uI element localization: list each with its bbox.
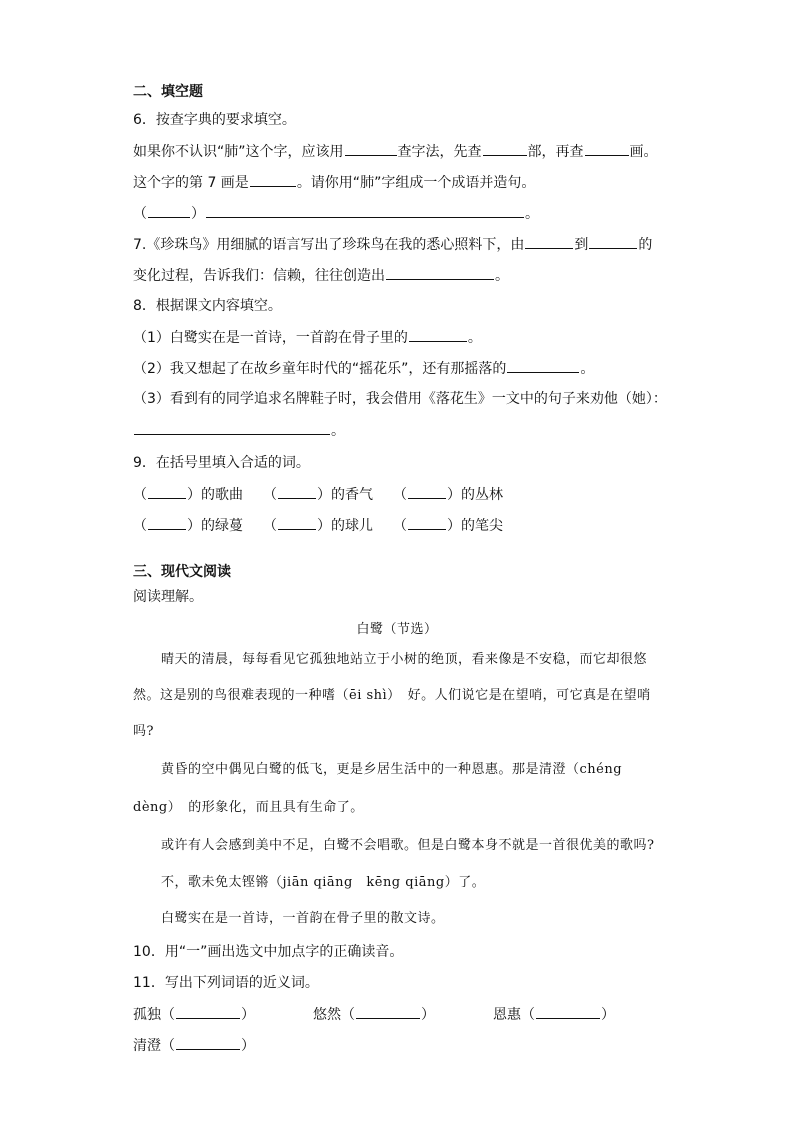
q8-sub-3-answer	[133, 420, 345, 441]
synonym-word: 孤独	[133, 1007, 161, 1023]
q10-stem: 10．用“一”画出选文中加点字的正确读音。	[133, 944, 404, 960]
answer-blank[interactable]	[409, 327, 467, 342]
paren-open: （	[263, 487, 277, 503]
passage-p1-line-2: 然。这是别的鸟很难表现的一种嗜（ēi shì） 好。人们说它是在望哨，可它真是在望哨	[133, 688, 651, 703]
passage-title: 白鹭（节选）	[356, 622, 438, 637]
paren-close: ）	[447, 487, 461, 503]
answer-blank[interactable]	[134, 420, 330, 435]
paren-close: ）	[187, 487, 201, 503]
paren-close: ）	[317, 487, 331, 503]
q8-sub-2	[133, 358, 594, 379]
q9-item	[133, 487, 243, 503]
q6-line-2	[133, 172, 535, 193]
paren-close: ）	[241, 1007, 255, 1023]
q9-item-label: 的歌曲	[201, 487, 243, 503]
paren-open: （	[161, 1038, 175, 1054]
q9-item-label: 的笔尖	[461, 518, 503, 534]
q9-item-label: 的丛林	[461, 487, 503, 503]
section-title-fill: 二、填空题	[133, 84, 203, 100]
paren-close: ）	[191, 206, 205, 222]
q8-text: 。	[331, 423, 345, 439]
synonym-word: 恩惠	[493, 1007, 521, 1023]
answer-blank[interactable]	[278, 484, 316, 499]
sentence-blank[interactable]	[206, 203, 524, 218]
synonym-item	[133, 1038, 255, 1054]
q7-line-2	[133, 265, 509, 286]
answer-blank[interactable]	[536, 1004, 600, 1019]
q6-text: 如果你不认识“肺”这个字，应该用	[133, 144, 344, 160]
paren-close: ）	[317, 518, 331, 534]
q6-text: 。请你用“肺”字组成一个成语并造句。	[296, 175, 536, 191]
q8-stem: 8．根据课文内容填空。	[133, 298, 282, 314]
q8-sub-1	[133, 327, 482, 348]
answer-blank[interactable]	[250, 172, 296, 187]
passage-p2-line-2: dèng） 的形象化，而且具有生命了。	[133, 800, 364, 815]
q7-line-1	[133, 234, 652, 255]
q9-item-label: 的香气	[331, 487, 373, 503]
answer-blank[interactable]	[525, 234, 573, 249]
paren-close: ）	[447, 518, 461, 534]
answer-blank[interactable]	[408, 484, 446, 499]
answer-blank[interactable]	[148, 484, 186, 499]
answer-blank[interactable]	[408, 515, 446, 530]
paren-close: ）	[601, 1007, 615, 1023]
passage-p4: 不，歌未免太铿锵（jiān qiāng kēng qiāng）了。	[161, 875, 486, 890]
answer-blank[interactable]	[148, 515, 186, 530]
passage-p2-line-1: 黄昏的空中偶见白鹭的低飞，更是乡居生活中的一种恩惠。那是清澄（chéng	[161, 762, 623, 777]
paren-open: （	[263, 518, 277, 534]
synonym-item	[493, 1007, 615, 1023]
q8-sub-3: （3）看到有的同学追求名牌鞋子时，我会借用《落花生》一文中的句子来劝他（她）：	[133, 391, 667, 407]
synonym-word: 悠然	[313, 1007, 341, 1023]
q9-item	[263, 518, 373, 534]
q9-item	[393, 518, 503, 534]
synonym-item	[313, 1007, 435, 1023]
paren-open: （	[393, 487, 407, 503]
q8-text: 。	[580, 361, 595, 377]
paren-close: ）	[421, 1007, 435, 1023]
answer-blank[interactable]	[386, 265, 494, 280]
answer-blank[interactable]	[176, 1035, 240, 1050]
paren-open: （	[133, 518, 147, 534]
paren-open: （	[521, 1007, 535, 1023]
answer-blank[interactable]	[345, 141, 397, 156]
q6-line-1	[133, 141, 658, 162]
answer-blank[interactable]	[356, 1004, 420, 1019]
q11-row-2	[133, 1035, 255, 1056]
q6-text: 部，再查	[527, 144, 584, 160]
q7-text: 的	[638, 237, 653, 253]
q8-text: （2）我又想起了在故乡童年时代的“摇花乐”，还有那摇落的	[133, 361, 507, 377]
answer-blank[interactable]	[589, 234, 637, 249]
q9-item-label: 的球儿	[331, 518, 373, 534]
q7-text: 变化过程，告诉我们：信赖，往往创造出	[133, 268, 385, 284]
paren-open: （	[341, 1007, 355, 1023]
answer-blank[interactable]	[483, 141, 527, 156]
q6-text: 。	[525, 206, 539, 222]
answer-blank[interactable]	[507, 358, 579, 373]
paren-open: （	[133, 487, 147, 503]
answer-blank[interactable]	[148, 203, 190, 218]
q8-text: 。	[467, 330, 482, 346]
q11-row-1	[133, 1004, 615, 1025]
passage-p3: 或许有人会感到美中不足，白鹭不会唱歌。但是白鹭本身不就是一首很优美的歌吗?	[161, 838, 655, 853]
q7-text: 。	[495, 268, 509, 284]
q9-row-1	[133, 484, 503, 505]
q9-item	[133, 518, 243, 534]
paren-close: ）	[187, 518, 201, 534]
q9-item	[393, 487, 503, 503]
q6-text: 画。	[629, 144, 658, 160]
paren-open: （	[133, 206, 147, 222]
q6-text: 查字法，先查	[397, 144, 482, 160]
answer-blank[interactable]	[278, 515, 316, 530]
reading-intro: 阅读理解。	[133, 589, 203, 605]
q11-stem: 11．写出下列词语的近义词。	[133, 975, 319, 991]
q9-item-label: 的绿蔓	[201, 518, 243, 534]
q6-stem: 6．按查字典的要求填空。	[133, 112, 296, 128]
answer-blank[interactable]	[176, 1004, 240, 1019]
paren-close: ）	[241, 1038, 255, 1054]
q8-text: （1）白鹭实在是一首诗，一首韵在骨子里的	[133, 330, 408, 346]
q7-text: 7.《珍珠鸟》用细腻的语言写出了珍珠鸟在我的悉心照料下，由	[133, 237, 525, 253]
synonym-item	[133, 1007, 255, 1023]
q7-text: 到	[574, 237, 589, 253]
paren-open: （	[161, 1007, 175, 1023]
q9-row-2	[133, 515, 503, 536]
q9-item	[263, 487, 373, 503]
section-title-reading: 三、现代文阅读	[133, 564, 231, 580]
paren-open: （	[393, 518, 407, 534]
q9-stem: 9．在括号里填入合适的词。	[133, 455, 310, 471]
q6-text: 这个字的第 7 画是	[133, 175, 249, 191]
passage-p1-line-3: 吗?	[133, 724, 154, 739]
passage-p1-line-1: 晴天的清晨，每每看见它孤独地站立于小树的绝顶，看来像是不安稳，而它却很悠	[161, 652, 648, 667]
passage-p5: 白鹭实在是一首诗，一首韵在骨子里的散文诗。	[161, 911, 445, 926]
q6-line-3	[133, 203, 539, 224]
answer-blank[interactable]	[585, 141, 629, 156]
synonym-word: 清澄	[133, 1038, 161, 1054]
